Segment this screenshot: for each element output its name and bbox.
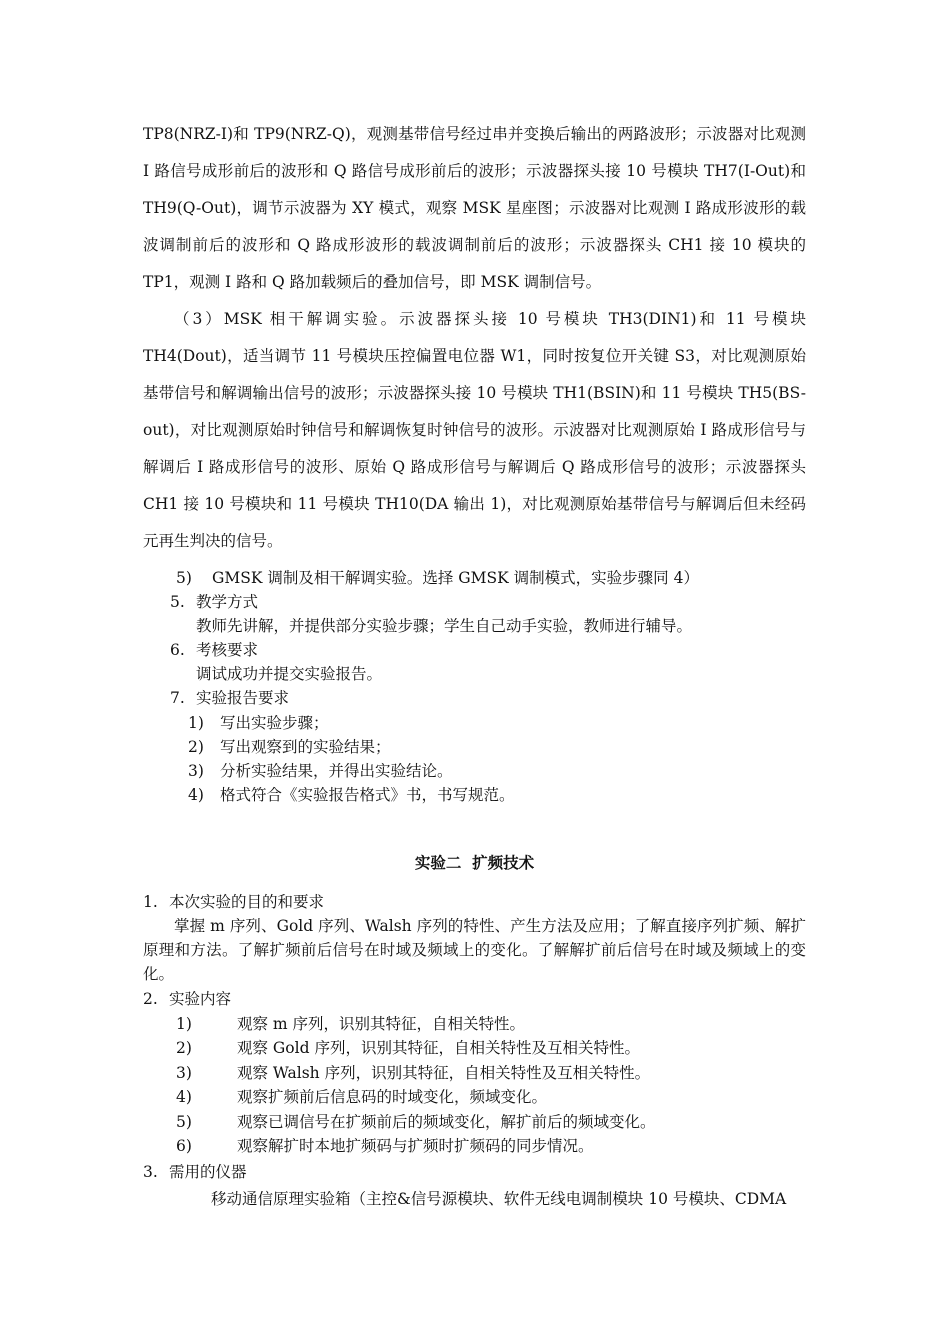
list-text: 观察扩频前后信息码的时域变化，频域变化。 [237, 1088, 548, 1106]
content-list-item [176, 1085, 547, 1109]
paragraph-msk-modulation-cont: TP8(NRZ-I)和 TP9(NRZ-Q)，观测基带信号经过串并变换后输出的两路波形；示波器对比观测 I 路信号成形前后的波形和 Q 路信号成形前后的波形；示波器探头接 10 号模块 TH7(I-Out)和 TH9(Q-Out)，调节示波器为 XY 模式，观察 MSK 星座图；示波器对比观测 I 路成形波形的载波调制前后的波形和 Q 路成形波形的载波调制前后的波形；示波器探头 CH1 接 10 模块的 TP1，观测 I 路和 Q 路加载频后的叠加信号，即 MSK 调制信号。 [143, 125, 806, 291]
list-text: 观察 Gold 序列，识别其特征，自相关特性及互相关特性。 [237, 1039, 640, 1057]
list-number: 4) [176, 1088, 192, 1106]
heading-report-requirements [170, 686, 289, 710]
heading-content [143, 987, 231, 1011]
list-number: 4) [188, 786, 204, 804]
instruments-text: 移动通信原理实验箱（主控&信号源模块、软件无线电调制模块 10 号模块、CDMA [211, 1190, 787, 1208]
content-list-item [176, 1110, 656, 1134]
heading-objectives [143, 890, 324, 914]
heading-teaching-method [170, 590, 258, 614]
list-number: 2) [188, 738, 204, 756]
heading-number: 3. [143, 1163, 158, 1181]
list-text: 观察 Walsh 序列，识别其特征，自相关特性及互相关特性。 [237, 1064, 651, 1082]
list-number: 5) [176, 1113, 192, 1131]
content-list-item [176, 1061, 650, 1085]
list-item-gmsk [176, 566, 699, 590]
content-list-item [176, 1134, 594, 1158]
heading-text: 本次实验的目的和要求 [169, 893, 325, 911]
heading-text: 考核要求 [196, 641, 259, 659]
report-list-item [188, 759, 453, 783]
teaching-method-text: 教师先讲解，并提供部分实验步骤；学生自己动手实验，教师进行辅导。 [196, 617, 693, 635]
list-number: 1) [176, 1015, 192, 1033]
list-number: 6) [176, 1137, 192, 1155]
heading-instruments [143, 1160, 247, 1184]
list-number: 1) [188, 714, 204, 732]
list-text: 写出实验步骤； [220, 714, 329, 732]
objectives-text: 掌握 m 序列、Gold 序列、Walsh 序列的特性、产生方法及应用；了解直接序列扩频、解扩原理和方法。了解扩频前后信号在时域及频域上的变化。了解解扩前后信号在时域及频域上的变化。 [143, 917, 806, 983]
report-list-item [188, 783, 515, 807]
list-number: 3) [188, 762, 204, 780]
heading-number: 5. [170, 593, 185, 611]
heading-text: 实验内容 [169, 990, 232, 1008]
list-text: 观察解扩时本地扩频码与扩频时扩频码的同步情况。 [237, 1137, 594, 1155]
content-list-item [176, 1012, 525, 1036]
list-text: 写出观察到的实验结果； [220, 738, 391, 756]
list-text: 分析实验结果，并得出实验结论。 [220, 762, 453, 780]
report-list-item [188, 711, 329, 735]
heading-number: 7. [170, 689, 185, 707]
report-list-item [188, 735, 391, 759]
paragraph-msk-demodulation: （3）MSK 相干解调实验。示波器探头接 10 号模块 TH3(DIN1)和 11 号模块 TH4(Dout)，适当调节 11 号模块压控偏置电位器 W1，同时按复位开关键 S3，对比观测原始基带信号和解调输出信号的波形；示波器探头接 10 号模块 TH1(BSIN)和 11 号模块 TH5(BS-out)，对比观测原始时钟信号和解调恢复时钟信号的波形。示波器对比观测原始 I 路成形信号与解调后 I 路成形信号的波形、原始 Q 路成形信号与解调后 Q 路成形信号的波形；示波器探头 CH1 接 10 号模块和 11 号模块 TH10(DA 输出 1)，对比观测原始基带信号与解调后但未经码元再生判决的信号。 [143, 310, 806, 550]
heading-number: 6. [170, 641, 185, 659]
heading-assessment [170, 638, 258, 662]
list-number: 3) [176, 1064, 192, 1082]
list-text: 格式符合《实验报告格式》书，书写规范。 [220, 786, 515, 804]
content-list-item [176, 1036, 640, 1060]
list-text: 观察已调信号在扩频前后的频域变化，解扩前后的频域变化。 [237, 1113, 656, 1131]
heading-text: 需用的仪器 [169, 1163, 247, 1181]
list-text: 观察 m 序列，识别其特征，自相关特性。 [237, 1015, 526, 1033]
list-number: 5) [176, 569, 192, 587]
heading-number: 1. [143, 893, 158, 911]
list-number: 2) [176, 1039, 192, 1057]
heading-text: 教学方式 [196, 593, 259, 611]
heading-number: 2. [143, 990, 158, 1008]
experiment-title: 实验二 扩频技术 [414, 854, 535, 872]
heading-text: 实验报告要求 [196, 689, 290, 707]
list-text: GMSK 调制及相干解调实验。选择 GMSK 调制模式，实验步骤同 4） [212, 569, 699, 587]
assessment-text: 调试成功并提交实验报告。 [196, 665, 383, 683]
